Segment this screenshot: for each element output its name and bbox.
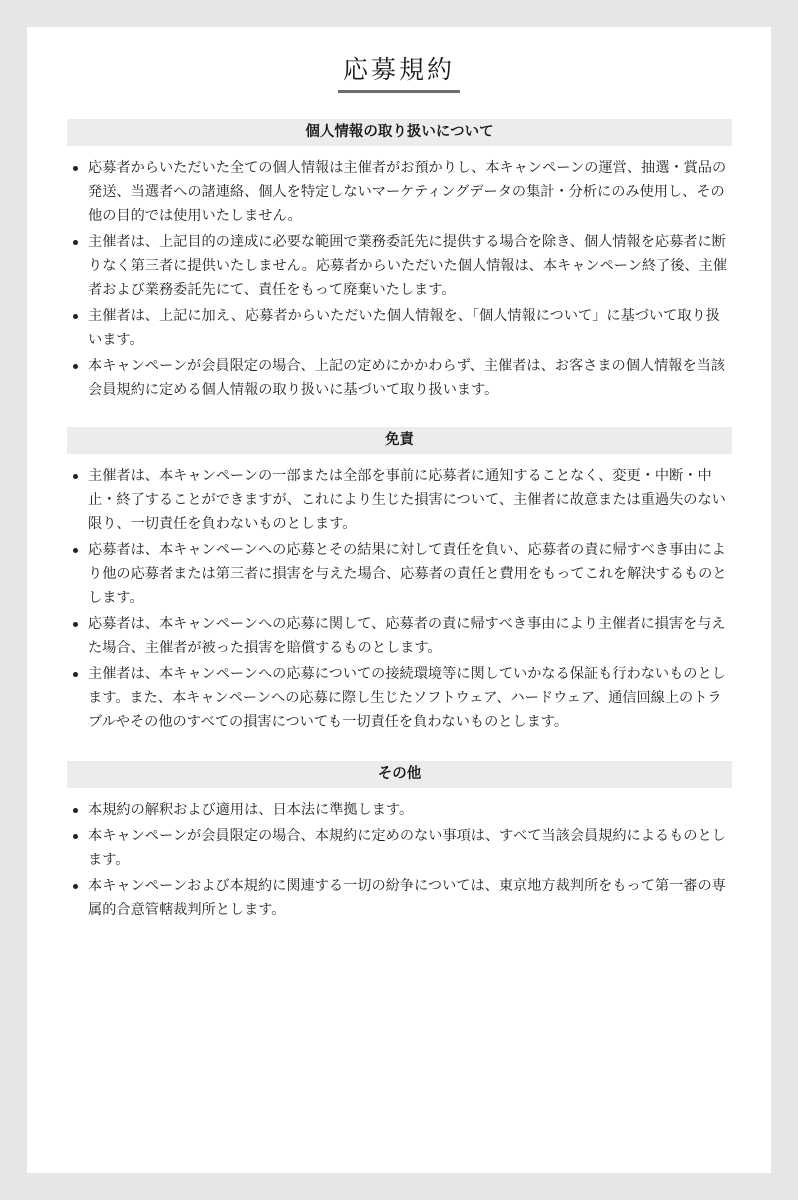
list-item bbox=[67, 612, 732, 660]
bullet-icon bbox=[73, 834, 78, 839]
bullet-list bbox=[67, 156, 732, 402]
list-item-text: 応募者は、本キャンペーンへの応募に関して、応募者の責に帰すべき事由により主催者に損害を与えた場合、主催者が被った損害を賠償するものとします。 bbox=[88, 616, 726, 656]
list-item-text: 主催者は、上記目的の達成に必要な範囲で業務委託先に提供する場合を除き、個人情報を応募者に断りなく第三者に提供いたしません。応募者からいただいた個人情報は、本キャンペーン終了後、主催者および業務委託先にて、責任をもって廃棄いたします。 bbox=[88, 234, 728, 298]
list-item bbox=[67, 156, 732, 228]
terms-card bbox=[27, 27, 771, 1173]
list-item bbox=[67, 798, 732, 822]
section-other bbox=[67, 761, 732, 924]
list-item bbox=[67, 824, 732, 872]
bullet-icon bbox=[73, 884, 78, 889]
list-item-text: 本規約の解釈および適用は、日本法に準拠します。 bbox=[88, 802, 414, 818]
title-wrap bbox=[27, 55, 771, 93]
list-item bbox=[67, 538, 732, 610]
bullet-icon bbox=[73, 314, 78, 319]
bullet-icon bbox=[73, 166, 78, 171]
list-item-text: 本キャンペーンが会員限定の場合、本規約に定めのない事項は、すべて当該会員規約によるものとします。 bbox=[88, 828, 726, 868]
title-underline bbox=[338, 90, 460, 93]
list-item-text: 主催者は、本キャンペーンへの応募についての接続環境等に関していかなる保証も行わないものとします。また、本キャンペーンへの応募に際し生じたソフトウェア、ハードウェア、通信回線上のトラブルやその他のすべての損害についても一切責任を負わないものとします。 bbox=[88, 666, 726, 730]
list-item bbox=[67, 354, 732, 402]
bullet-icon bbox=[73, 240, 78, 245]
list-item bbox=[67, 230, 732, 302]
section-heading: 免責 bbox=[67, 427, 732, 454]
list-item-text: 主催者は、本キャンペーンの一部または全部を事前に応募者に通知することなく、変更・中断・中止・終了することができますが、これにより生じた損害について、主催者に故意または重過失のない限り、一切責任を負わないものとします。 bbox=[88, 468, 726, 532]
bullet-icon bbox=[73, 364, 78, 369]
section-privacy bbox=[67, 119, 732, 404]
list-item-text: 応募者は、本キャンペーンへの応募とその結果に対して責任を負い、応募者の責に帰すべき事由により他の応募者または第三者に損害を与えた場合、応募者の責任と費用をもってこれを解決するものとします。 bbox=[88, 542, 727, 606]
list-item-text: 本キャンペーンが会員限定の場合、上記の定めにかかわらず、主催者は、お客さまの個人情報を当該会員規約に定める個人情報の取り扱いに基づいて取り扱います。 bbox=[88, 358, 726, 398]
bullet-icon bbox=[73, 808, 78, 813]
list-item bbox=[67, 464, 732, 536]
section-heading: 個人情報の取り扱いについて bbox=[67, 119, 732, 146]
section-disclaimer bbox=[67, 427, 732, 736]
bullet-list bbox=[67, 798, 732, 922]
bullet-list bbox=[67, 464, 732, 734]
bullet-icon bbox=[73, 672, 78, 677]
bullet-icon bbox=[73, 622, 78, 627]
bullet-icon bbox=[73, 548, 78, 553]
list-item-text: 応募者からいただいた全ての個人情報は主催者がお預かりし、本キャンペーンの運営、抽選・賞品の発送、当選者への諸連絡、個人を特定しないマーケティングデータの集計・分析にのみ使用し、その他の目的では使用いたしません。 bbox=[88, 160, 727, 224]
list-item-text: 主催者は、上記に加え、応募者からいただいた個人情報を、「個人情報について」に基づいて取り扱います。 bbox=[88, 308, 720, 348]
page-title: 応募規約 bbox=[342, 55, 455, 84]
bullet-icon bbox=[73, 474, 78, 479]
list-item bbox=[67, 304, 732, 352]
list-item bbox=[67, 874, 732, 922]
section-heading: その他 bbox=[67, 761, 732, 788]
list-item bbox=[67, 662, 732, 734]
list-item-text: 本キャンペーンおよび本規約に関連する一切の紛争については、東京地方裁判所をもって第一審の専属的合意管轄裁判所とします。 bbox=[88, 878, 726, 918]
